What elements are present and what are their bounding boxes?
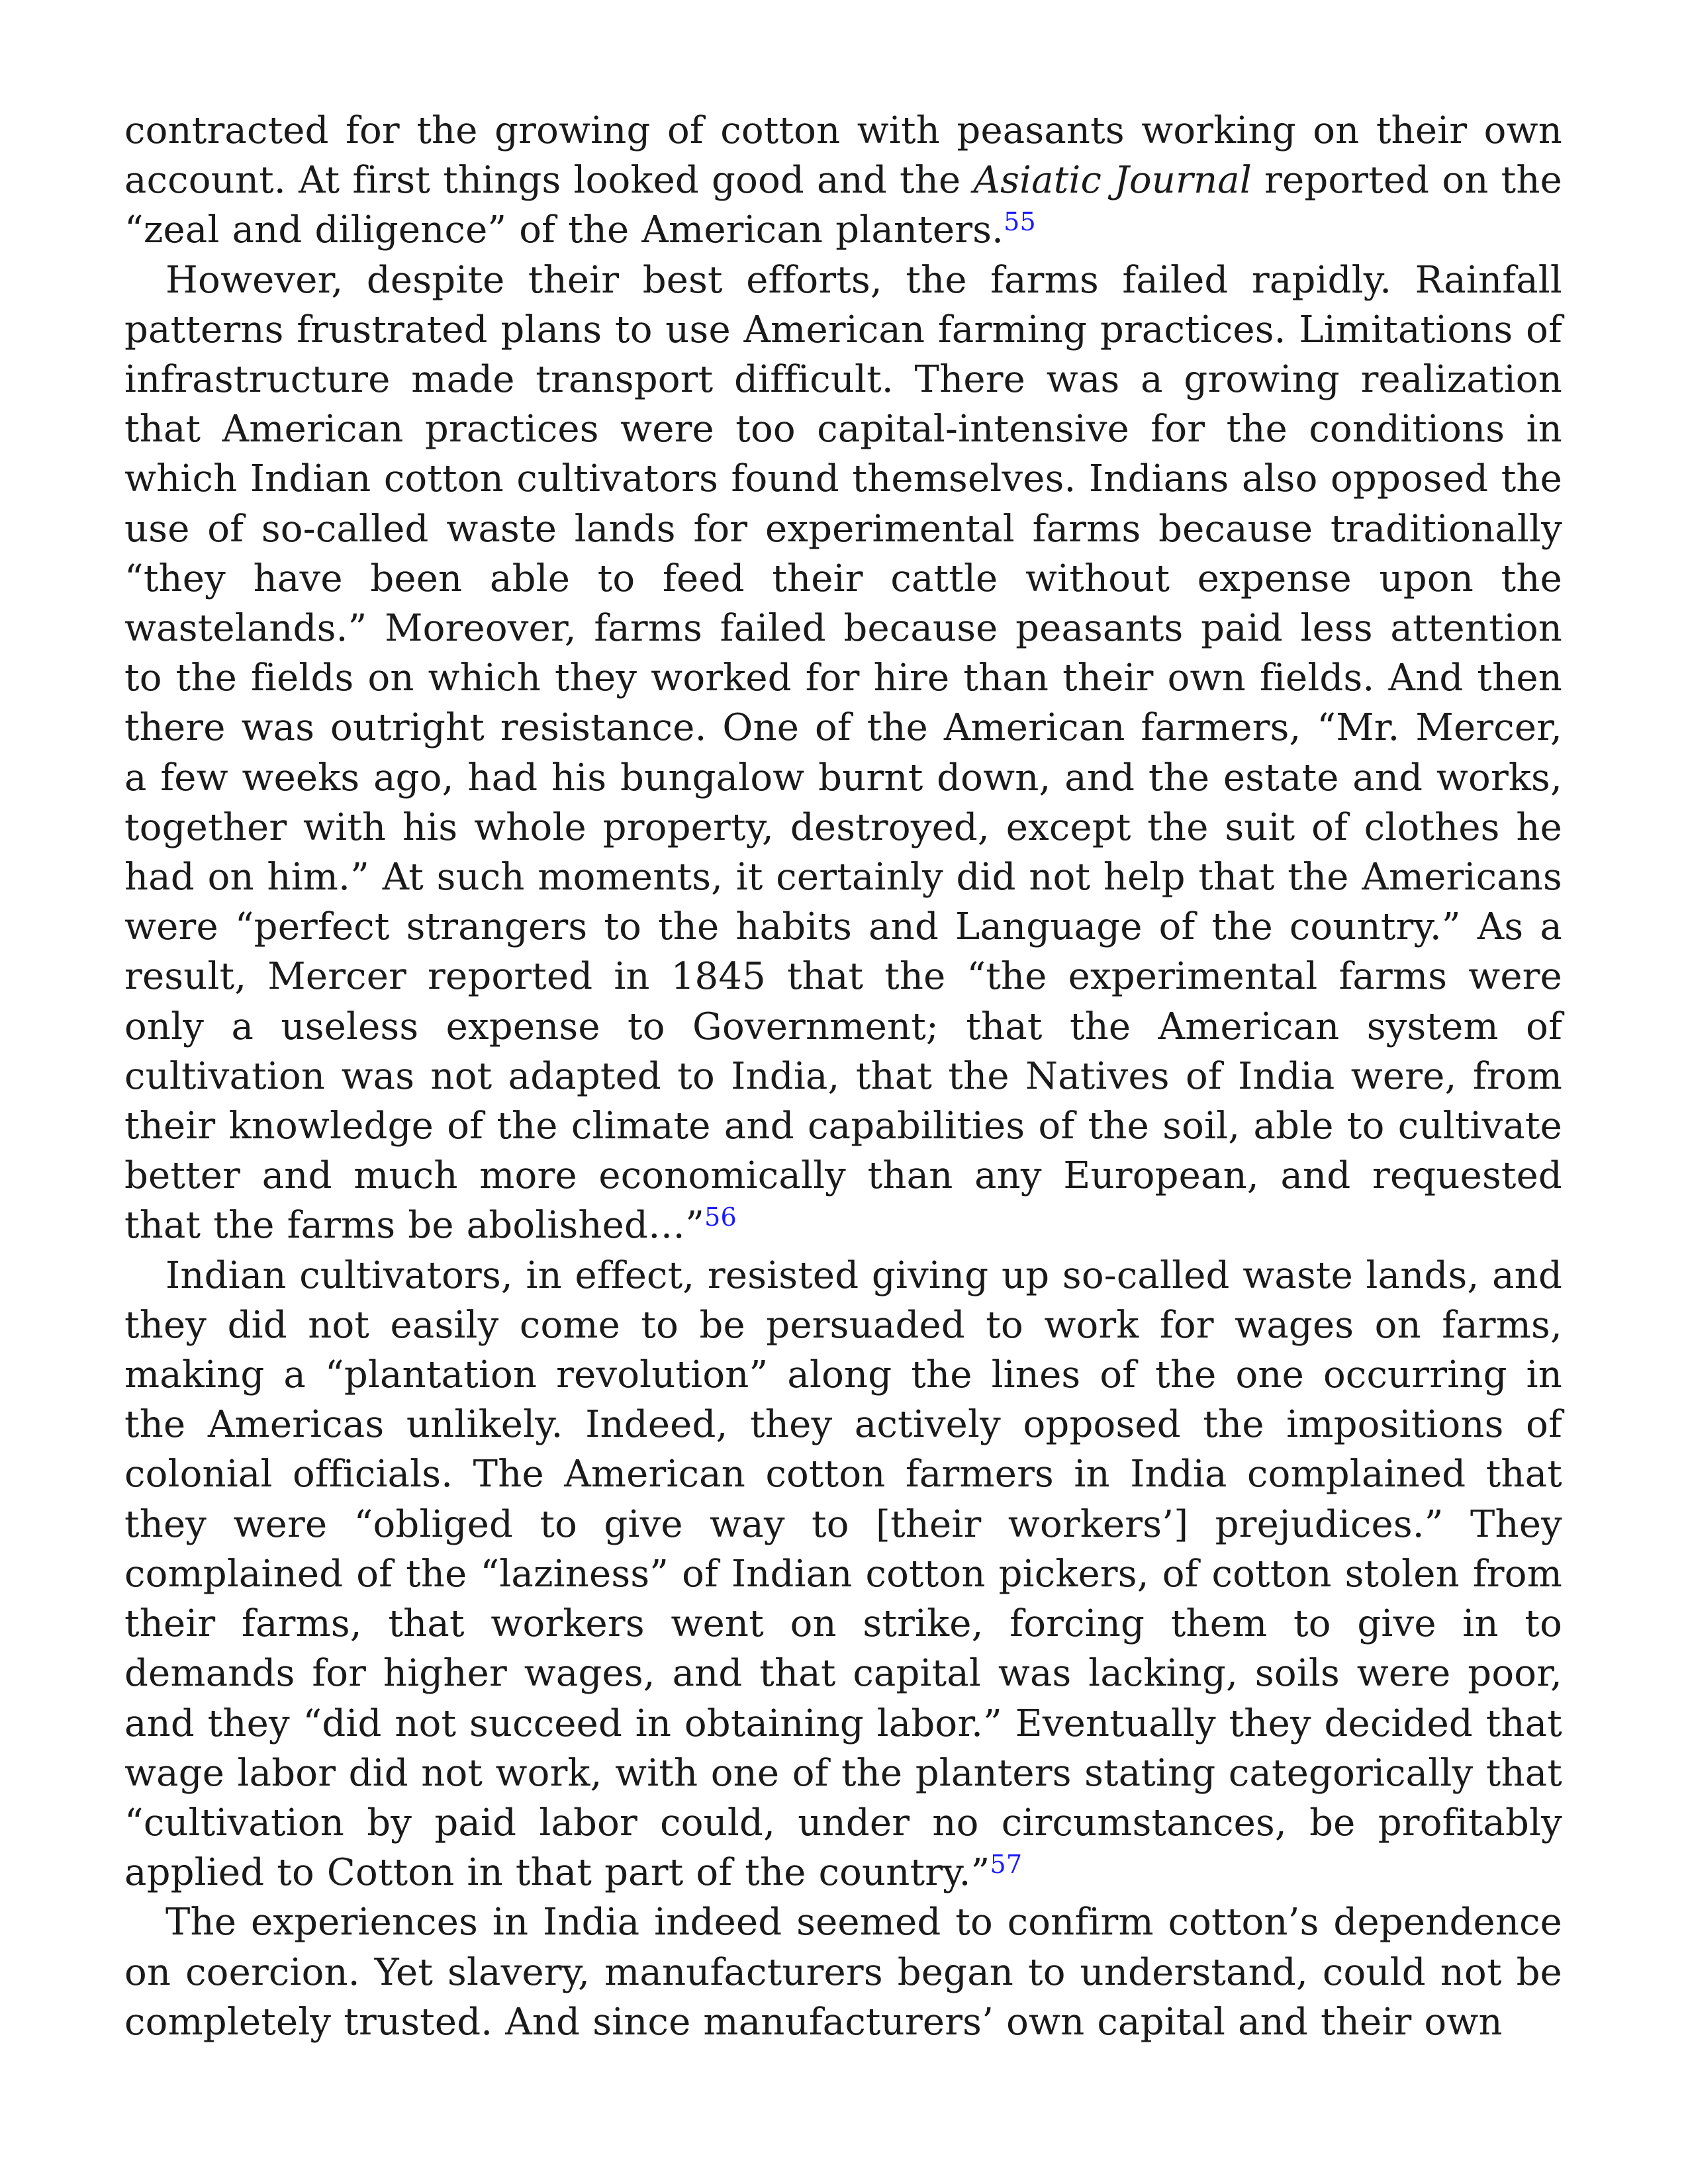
paragraph-1	[124, 106, 1562, 255]
paragraph-text: contracted for the growing of cotton with peasants working on their own account. At first things looked good and the	[124, 109, 1562, 203]
paragraph-text: However, despite their best efforts, the farms failed rapidly. Rainfall patterns frustrated plans to use American farming practices. Limitations of infrastructure made transport difficult. There was a growing realization that American practices were too capital-intensive for the conditions in which Indian cotton cultivators found themselves. Indians also opposed the use of so-called waste lands for experimental farms because traditionally “they have been able to feed their cattle without expense upon the wastelands.” Moreover, farms failed because peasants paid less attention to the fields on which they worked for hire than their own fields. And then there was outright resistance. One of the American farmers, “Mr. Mercer, a few weeks ago, had his bungalow burnt down, and the estate and works, together with his whole property, destroyed, except the suit of clothes he had on him.” At such moments, it certainly did not help that the Americans were “perfect strangers to the habits and Language of the country.” As a result, Mercer reported in 1845 that the “the experimental farms were only a useless expense to Government; that the American system of cultivation was not adapted to India, that the Natives of India were, from their knowledge of the climate and capabilities of the soil, able to cultivate better and much more economically than any European, and requested that the farms be abolished…”	[124, 258, 1562, 1248]
paragraph-2	[124, 255, 1562, 1251]
paragraph-3	[124, 1251, 1562, 1898]
footnote-ref-link[interactable]: 56	[704, 1203, 737, 1232]
paragraph-text: reported on the “zeal and diligence” of the American planters.	[124, 159, 1562, 252]
journal-title-italic: Asiatic Journal	[973, 159, 1252, 203]
document-page	[124, 106, 1562, 2047]
paragraph-text: Indian cultivators, in effect, resisted giving up so-called waste lands, and they did not easily come to be persuaded to work for wages on farms, making a “plantation revolution” along the lines of the one occurring in the Americas unlikely. Indeed, they actively opposed the impositions of colonial officials. The American cotton farmers in India complained that they were “obliged to give way to [their workers’] prejudices.” They complained of the “laziness” of Indian cotton pickers, of cotton stolen from their farms, that workers went on strike, forcing them to give in to demands for higher wages, and that capital was lacking, soils were poor, and they “did not succeed in obtaining labor.” Eventually they decided that wage labor did not work, with one of the planters stating categorically that “cultivation by paid labor could, under no circumstances, be profitably applied to Cotton in that part of the country.”	[124, 1253, 1562, 1895]
paragraph-4	[124, 1897, 1562, 2047]
footnote-ref-link[interactable]: 57	[990, 1850, 1023, 1880]
paragraph-text: The experiences in India indeed seemed to confirm cotton’s dependence on coercion. Yet slavery, manufacturers began to understand, could not be completely trusted. And since manufacturers’ own capital and their own	[124, 1901, 1562, 2044]
footnote-ref-link[interactable]: 55	[1004, 207, 1036, 237]
